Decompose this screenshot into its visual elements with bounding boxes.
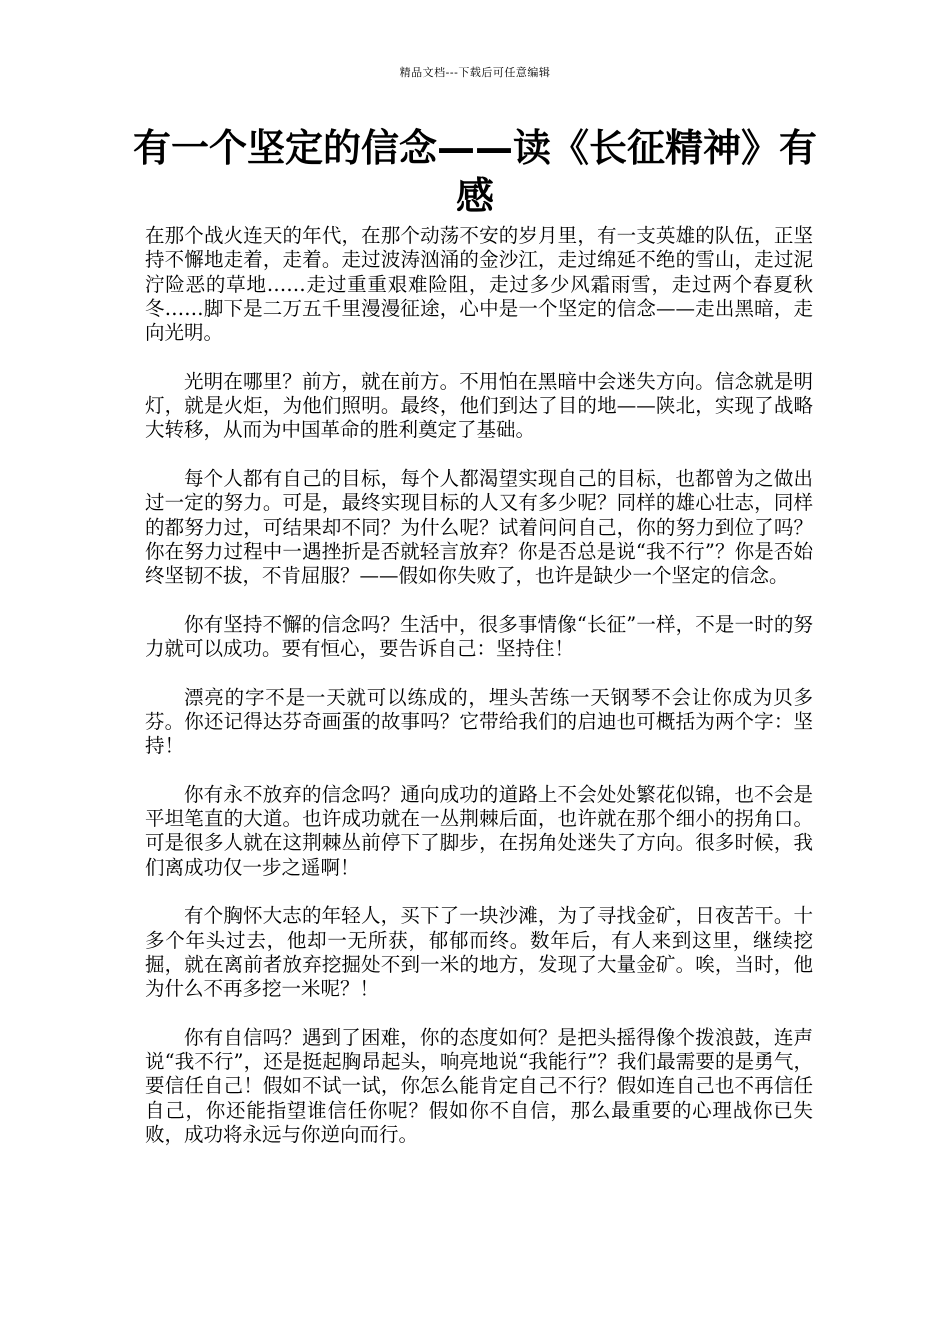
paragraph: 光明在哪里？前方，就在前方。不用怕在黑暗中会迷失方向。信念就是明灯，就是火炬，为他们照明。最终，他们到达了目的地——陕北，实现了战略大转移，从而为中国革命的胜利奠定了基础。	[145, 369, 813, 442]
paragraph: 有个胸怀大志的年轻人，买下了一块沙滩，为了寻找金矿，日夜苦干。十多个年头过去，他却一无所获，郁郁而终。数年后，有人来到这里，继续挖掘，就在离前者放弃挖掘处不到一米的地方，发现了大量金矿。唉，当时，他为什么不再多挖一米呢？！	[145, 904, 813, 1001]
paragraph: 漂亮的字不是一天就可以练成的，埋头苦练一天钢琴不会让你成为贝多芬。你还记得达芬奇画蛋的故事吗？它带给我们的启迪也可概括为两个字：坚持！	[145, 685, 813, 758]
paragraph: 你有坚持不懈的信念吗？生活中，很多事情像“长征”一样，不是一时的努力就可以成功。要有恒心，要告诉自己：坚持住！	[145, 612, 813, 661]
paragraph: 你有永不放弃的信念吗？通向成功的道路上不会处处繁花似锦，也不会是平坦笔直的大道。也许成功就在一丛荆棘后面，也许就在那个细小的拐角口。可是很多人就在这荆棘丛前停下了脚步，在拐角处迷失了方向。很多时候，我们离成功仅一步之遥啊！	[145, 782, 813, 879]
document-body	[145, 224, 813, 1172]
paragraph: 在那个战火连天的年代，在那个动荡不安的岁月里，有一支英雄的队伍，正坚持不懈地走着，走着。走过波涛汹涌的金沙江，走过绵延不绝的雪山，走过泥泞险恶的草地……走过重重艰难险阻，走过多少风霜雨雪，走过两个春夏秋冬……脚下是二万五千里漫漫征途，心中是一个坚定的信念——走出黑暗，走向光明。	[145, 224, 813, 345]
page-header-note: 精品文档---下载后可任意编辑	[399, 66, 551, 79]
document-title: 有一个坚定的信念——读《长征精神》有感	[132, 126, 817, 218]
paragraph: 每个人都有自己的目标，每个人都渴望实现自己的目标，也都曾为之做出过一定的努力。可是，最终实现目标的人又有多少呢？同样的雄心壮志，同样的都努力过，可结果却不同？为什么呢？试着问问自己，你的努力到位了吗？你在努力过程中一遇挫折是否就轻言放弃？你是否总是说“我不行”？你是否始终坚韧不拔，不肯屈服？——假如你失败了，也许是缺少一个坚定的信念。	[145, 466, 813, 588]
paragraph: 你有自信吗？遇到了困难，你的态度如何？是把头摇得像个拨浪鼓，连声说“我不行”，还是挺起胸昂起头，响亮地说“我能行”？我们最需要的是勇气，要信任自己！假如不试一试，你怎么能肯定自己不行？假如连自己也不再信任自己，你还能指望谁信任你呢？假如你不自信，那么最重要的心理战你已失败，成功将永远与你逆向而行。	[145, 1025, 813, 1146]
